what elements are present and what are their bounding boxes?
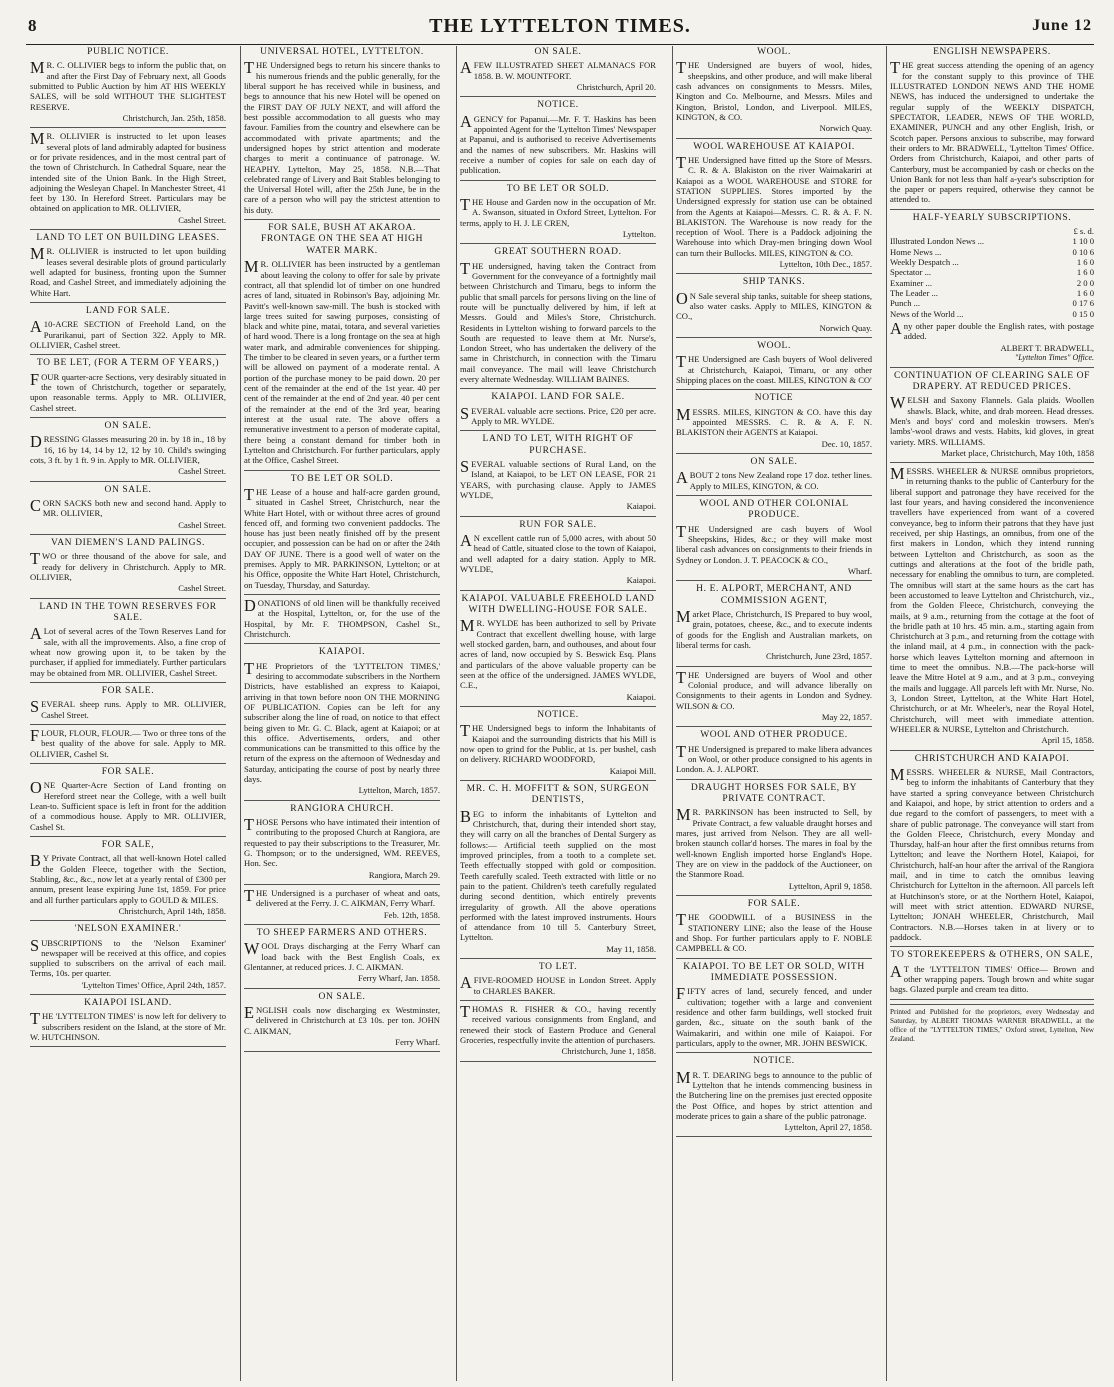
paper-name: Weekly Despatch ...: [890, 257, 959, 268]
ad-heading: NOTICE.: [753, 1056, 795, 1067]
ad-heading: LAND TO LET ON BUILDING LEASES.: [36, 233, 220, 244]
ad-heading: CONTINUATION OF CLEARING SALE OF DRAPERY. AT REDUCED PRICES.: [893, 370, 1090, 392]
ad-heading: LAND FOR SALE.: [85, 306, 171, 317]
ad-divider: [890, 367, 1094, 368]
ad-divider: [460, 590, 656, 591]
advertisement: [676, 899, 872, 959]
advertisement: [460, 100, 656, 180]
ad-divider: [30, 302, 226, 303]
ad-body: THE Undersigned begs to return his sincere thanks to his numerous friends and the public generally, for the liberal support he has received while in business, and begs to announce that his new Hotel will be opened on the FIRST DAY OF JULY NEXT, and will afford the best possible accommodation to all guests who may favour. Families from the country and elsewhere can be accommodated with private apartments; and the undersigned hopes by strict attention and moderate charges to merit a continuance of patronage. W. HEAPHY. Lyttelton, May 25, 1858. N.B.—That celebrated range of Livery and Bait Stables belonging to the Universal Hotel will, after the 25th June, be in the care of a person who will pay the strictest attention to his duty.: [244, 58, 440, 215]
ad-body: SUBSCRIPTIONS to the 'Nelson Examiner' newspaper will be received at this office, and copies supplied to subscribers on the arrival of each mail. Terms, 10s. per quarter.: [30, 935, 226, 979]
ad-divider: [30, 534, 226, 535]
advertisement: [30, 538, 226, 599]
ad-signature: Christchurch, June 23rd, 1857.: [766, 651, 872, 662]
ad-signature: Christchurch, April 20.: [576, 82, 656, 93]
advertisement: [890, 754, 1094, 948]
paper-price: 1 6 0: [1076, 267, 1094, 278]
ad-body: THE GOODWILL of a BUSINESS in the STATIONERY LINE; also the lease of the House and Shop. For further particulars apply to F. NOBLE CAMPBELL & CO.: [676, 910, 872, 954]
advertisement: [30, 725, 226, 764]
ad-signature: Lyttelton, April 9, 1858.: [788, 880, 872, 891]
advertisement: [30, 358, 226, 418]
advertisement: [676, 341, 872, 390]
ad-heading: ON SALE.: [534, 47, 582, 57]
ad-body: FOUR quarter-acre Sections, very desirably situated in the town of Christchurch, together or separately, upon reasonable terms. Apply to MR. OLLIVIER, Cashel street.: [30, 369, 226, 413]
advertisement: [244, 598, 440, 644]
ad-divider: [890, 462, 1094, 463]
advertisement: [30, 924, 226, 995]
subscription-heading: HALF-YEARLY SUBSCRIPTIONS.: [912, 212, 1072, 223]
ad-divider: [244, 988, 440, 989]
issue-date: June 12: [1032, 17, 1092, 34]
advertisement: [30, 602, 226, 683]
ad-heading: KAIAPOI ISLAND.: [84, 998, 172, 1009]
ad-divider: [244, 924, 440, 925]
ad-body: THE Undersigned are buyers of wool, hides, sheepskins, and other produce, and will make liberal cash advances on consignments to Messrs. Miles, Kington and Co. Melbourne, and Messrs. Miles and Kington, Bristol, London, and Liverpool. MILES, KINGTON, & CO.: [676, 58, 872, 122]
ad-heading: RUN FOR SALE.: [519, 519, 597, 530]
ad-body: TWO or three thousand of the above for sale, and ready for delivery in Christchurch. Apply to MR. OLLIVIER,: [30, 549, 226, 582]
ad-divider: [30, 354, 226, 355]
subscription-row: [890, 288, 1094, 298]
ad-heading: ON SALE.: [318, 991, 366, 1002]
ad-body: SEVERAL valuable acre sections. Price, £20 per acre. Apply to MR. WYLDE.: [460, 403, 656, 427]
advertisement: [30, 421, 226, 482]
ad-heading: ON SALE.: [104, 484, 152, 495]
ad-body: MR. OLLIVIER is instructed to let upon leases several plots of land admirably adapted for business or for private residences, and in the most central part of the town of Christchurch. In Cathedral Square, near the intended site of the Union Bank. In the High Street, adjoining the Wesleyan Chapel. In Manchester Street, 41 feet by 130. In Hereford Street. Particulars may be obtained on application to MR. OLLIVIER,: [30, 129, 226, 214]
advertisement: [676, 277, 872, 338]
ad-heading: KAIAPOI. LAND FOR SALE.: [491, 392, 625, 403]
advertisement: [890, 950, 1094, 999]
paper-name: Illustrated London News ...: [890, 236, 985, 247]
subscription-signature-office: "Lyttelton Times" Office.: [1014, 352, 1094, 362]
advertisement: [30, 840, 226, 921]
imprint: Printed and Published for the proprietors, every Wednesday and Saturday, by ALBERT THOMAS WARNER BRADWELL, at the office of the "LYTTELTON TIMES," Oxford street, Lyttelton, New Zealand.: [890, 1004, 1094, 1044]
ad-signature: Christchurch, Jan. 25th, 1858.: [122, 112, 226, 123]
ad-signature: Lyttelton, March, 1857.: [358, 785, 440, 796]
ad-heading: ON SALE.: [104, 421, 152, 431]
paper-price: 0 17 6: [1072, 298, 1094, 309]
ad-body: ALot of several acres of the Town Reserves Land for sale, with all the improvements. Also, a fine crop of wheat now growing upon it, to be taken by the purchaser, if applied for immediately. Further particulars may be obtained from MR. OLLIVIER, Cashel Street.: [30, 624, 226, 678]
ad-body: MESSRS. WHEELER & NURSE, Mail Contractors, beg to inform the inhabitants of Canterbury that they have started a spring conveyance between Christchurch and Kaiapoi, and hope, by strict attention to orders and a due regard to the comfort of passengers, to meet with a share of public patronage. The conveyance will start from the Golden Fleece, Christchurch, every Monday and Thursday, half-an hour after the first omnibus returns from Lyttelton; and leave the Northern Hotel, Kaiapoi, for Christchurch, half-an hour after the arrival of the Rangiora mail, and in time to catch the omnibus leaving Christchurch for Lyttelton in the afternoon. All parcels left at Hutchinson's store, or at the Northern Hotel, Kaiapoi, will meet with strict attention. EDWARD NURSE, Lyttelton; JONAH WHEELER, Christchurch, Mail Contractors. N.B.—Horses taken in at livery or to paddock.: [890, 764, 1094, 942]
ad-body: WELSH and Saxony Flannels. Gala plaids. Woollen shawls. Black, white, and drab moreen. Head dresses. Men's and boys' cord and moleskin trowsers. Men's lambs'-wool draws and vests. Habits, kid gloves, in great variety. MRS. WILLIAMS.: [890, 393, 1094, 447]
ad-body: THE Lease of a house and half-acre garden ground, situated in Cashel Street, Christchurch, near the White Hart Hotel, with or without three acres of ground fenced off, and forming two convenient paddocks. The house has just been neatly finished off by the present occupier, and possession can be had on or after the 24th DAY OF JUNE. There is a good well of water on the premises. Apply to MR. PARKINSON, Lyttelton; or at his Office, opposite the White Hart Hotel, Christchurch, on Tuesday, Thursday, and Saturday.: [244, 484, 440, 590]
ad-body: DRESSING Glasses measuring 20 in. by 18 in., 18 by 16, 16 by 14, 14 by 12, 12 by 10. Child's swinging cots, 3 ft. by 1 ft. 9 in. Apply to MR. OLLIVIER,: [30, 432, 226, 466]
advertisement: [244, 647, 440, 800]
advertisement: [30, 47, 226, 128]
paper-price: 0 15 0: [1072, 308, 1094, 319]
advertisement: [460, 1004, 656, 1062]
ad-divider: [30, 417, 226, 418]
ad-signature: Feb. 12th, 1858.: [383, 909, 440, 920]
ad-divider: [460, 1000, 656, 1001]
advertisement: [30, 686, 226, 725]
ad-heading: DRAUGHT HORSES FOR SALE, BY PRIVATE CONTRACT.: [690, 782, 858, 804]
ad-divider: [676, 453, 872, 454]
ad-body: MESSRS. MILES, KINGTON & CO. have this day appointed MESSRS. C. R. & A. F. N. BLAKISTON their AGENTS at Kaiapoi.: [676, 404, 872, 438]
ad-divider: [890, 946, 1094, 947]
subscription-row: [890, 257, 1094, 267]
ad-heading: WOOL.: [757, 47, 791, 57]
ad-divider: [890, 209, 1094, 210]
ad-body: THOSE Persons who have intimated their intention of contributing to the proposed Church at Rangiora, are requested to pay their subscriptions to the Treasurer, Mr. G. Thompson; or to the undersigned, WM. REEVES, Hon. Sec.: [244, 815, 440, 869]
ad-heading: LAND IN THE TOWN RESERVES FOR SALE.: [39, 601, 217, 623]
advertisement: [676, 47, 872, 139]
ad-divider: [460, 1061, 656, 1062]
ad-signature: Dec. 10, 1857.: [821, 438, 872, 449]
ad-body: SEVERAL valuable sections of Rural Land, on the Island, at Kaiapoi, to be LET ON LEASE, FOR 21 YEARS, with purchasing clause. Apply to JAMES WYLDE,: [460, 457, 656, 501]
advertisement: [460, 434, 656, 516]
ad-body: THE undersigned, having taken the Contract from Government for the conveyance of a fortnightly mail between Christchurch and Timaru, begs to inform the public that small parcels for persons living on the line of route will be punctually delivered by him, if left at Messrs. Gould and Miles's Store, Christchurch. Residents in Lyttelton wishing to forward parcels to the South are requested to leave them at Mr. Nurse's, London Street, who has undertaken the delivery of the same in Christchurch, in connection with the Timaru mail conveyance. The mail will leave Christchurch every alternate Wednesday. WILLIAM BAINES.: [460, 258, 656, 385]
advertisement: [244, 474, 440, 596]
ad-divider: [676, 1052, 872, 1053]
ad-body: AN excellent cattle run of 5,000 acres, with about 50 head of Cattle, situated close to the town of Kaiapoi, and well adapted for a dairy station. Apply to MR. WYLDE,: [460, 531, 656, 575]
ad-heading: ON SALE.: [750, 457, 798, 468]
advertisement: [244, 885, 440, 925]
ad-divider: [460, 780, 656, 781]
ad-heading: TO LET.: [538, 962, 578, 973]
paper-name: The Leader ...: [890, 288, 938, 299]
advertisement: [676, 667, 872, 728]
ad-body: FLOUR, FLOUR, FLOUR.— Two or three tons of the best quality of the above for sale. Apply to MR. OLLIVIER, Cashel St.: [30, 725, 226, 759]
ad-body: THE Undersigned is prepared to make libera advances on Wool, or other produce consigned to his agents in London. A. J. ALPORT.: [676, 741, 872, 775]
ad-signature: 'Lyttelton Times' Office, April 24th, 1857.: [81, 979, 226, 990]
ad-heading: WOOL WAREHOUSE AT KAIAPOI.: [693, 141, 855, 152]
advertisement: [244, 992, 440, 1053]
ad-body: THE 'LYTTELTON TIMES' is now left for delivery to subscribers resident on the Island, at the store of Mr. W. HUTCHINSON.: [30, 1009, 226, 1043]
advertisement: [676, 962, 872, 1054]
ad-signature: Wharf.: [847, 566, 872, 577]
column-2: [240, 46, 444, 1381]
advertisement: [30, 306, 226, 355]
ad-divider: [30, 724, 226, 725]
ad-divider: [676, 273, 872, 274]
ad-body: THE Undersigned are cash buyers of Wool Sheepskins, Hides, &c.; or they will make most liberal cash advances on consignments to their friends in Sydney or London. J. T. PEACOCK & CO.,: [676, 521, 872, 565]
ad-body: BEG to inform the inhabitants of Lyttelton and Christchurch, that, during their intended short stay, they will carry on all the branches of Dental Surgery as follows:— Artificial teeth supplied on the most improved principles, from a tooth to a complete set. Teeth effectually stopped with gold or composition. Teeth carefully scaled. Teeth extracted with little or no pain to the patient. Children's teeth carefully regulated during second dentition, which entirely prevents irregularity of growth. All the above operations performed with the latest improved instruments. Hours of attendance from 10 till 5. Canterbury Street, Lyttelton.: [460, 806, 656, 943]
ad-divider: [30, 481, 226, 482]
ad-heading: FOR SALE.: [101, 685, 155, 696]
advertisement: [460, 710, 656, 781]
ad-divider: [890, 999, 1094, 1000]
ad-signature: Christchurch, June 1, 1858.: [561, 1046, 656, 1057]
subscription-row: [890, 298, 1094, 308]
ad-divider: [244, 594, 440, 595]
ad-heading: FOR SALE.: [101, 766, 155, 777]
advertisement: [244, 804, 440, 885]
advertisement: [460, 184, 656, 245]
column-5-bottom: [890, 371, 1094, 1000]
advertisement: [244, 928, 440, 989]
ad-body: THE Undersigned begs to inform the Inhabitants of Kaiapoi and the surrounding districts that his Mill is now open to grind for the Public, at 1s. per bushel, cash on delivery. RICHARD WOODFORD,: [460, 721, 656, 765]
paper-price: 1 6 0: [1076, 288, 1094, 299]
ad-heading: UNIVERSAL HOTEL, LYTTELTON.: [260, 47, 424, 57]
paper-name: Examiner ...: [890, 277, 932, 288]
advertisement: [460, 392, 656, 431]
ad-heading: H. E. ALPORT, MERCHANT, AND COMMISSION AGENT,: [696, 584, 852, 606]
ad-signature: Kaiapoi.: [626, 691, 656, 702]
paper-name: Punch ...: [890, 298, 921, 309]
ad-signature: Norwich Quay.: [819, 123, 872, 134]
ad-signature: Lyttelton, April 27, 1858.: [784, 1122, 872, 1133]
ad-divider: [460, 958, 656, 959]
ad-heading: FOR SALE.: [747, 898, 801, 909]
ad-heading: TO BE LET OR SOLD.: [506, 183, 610, 194]
advertisement: [890, 47, 1094, 210]
ad-body: ABOUT 2 tons New Zealand rope 17 doz. tether lines. Apply to MILES, KINGTON, & CO.: [676, 468, 872, 491]
ad-signature: Kaiapoi.: [626, 501, 656, 512]
ad-heading: TO STOREKEEPERS & OTHERS, ON SALE,: [890, 950, 1094, 961]
ad-body: ENGLISH coals now discharging ex Westminster, delivered in Christchurch at £3 10s. per ton. JOHN C. AIKMAN,: [244, 1002, 440, 1036]
ad-signature: Cashel Street.: [178, 214, 226, 225]
ad-body: WOOL Drays discharging at the Ferry Wharf can load back with the Best English Coals, ex Glentanner, at reduced prices. J. C. AIKMAN.: [244, 939, 440, 972]
ad-heading: RANGIORA CHURCH.: [290, 803, 394, 814]
advertisement: [676, 1056, 872, 1137]
column-1: [26, 46, 230, 1381]
ad-heading: TO SHEEP FARMERS AND OTHERS.: [256, 927, 428, 938]
ad-divider: [244, 643, 440, 644]
ad-divider: [244, 219, 440, 220]
ad-signature: Cashel Street.: [178, 466, 226, 477]
advertisement: [244, 223, 440, 470]
ad-body: MR. PARKINSON has been instructed to Sell, by Private Contract, a few valuable draught horses and mares, just arrived from Nelson. They are all well-broken staunch collar'd horses. The mares in foal by the well-known English imported horse England's Hope. They are on view in the paddock of the Auctioneer, on the Stanmore Road.: [676, 805, 872, 880]
ad-heading: WOOL AND OTHER COLONIAL PRODUCE.: [699, 499, 849, 521]
ad-divider: [460, 96, 656, 97]
subscription-row: [890, 247, 1094, 257]
ad-divider: [30, 763, 226, 764]
ad-divider: [244, 800, 440, 801]
ad-heading: TO BE LET OR SOLD.: [290, 473, 394, 484]
advertisement: [676, 783, 872, 896]
newspaper-title: THE LYTTELTON TIMES.: [429, 15, 691, 37]
ad-body: AFEW ILLUSTRATED SHEET ALMANACS FOR 1858. B. W. MOUNTFORT.: [460, 58, 656, 81]
ad-divider: [30, 1046, 226, 1047]
ad-body: THE Undersigned are Cash buyers of Wool delivered at Christchurch, Kaiapoi, Timaru, or any other Shipping places on the coast. MILES, KINGTON & CO': [676, 352, 872, 386]
currency-columns: £ s. d.: [1073, 226, 1094, 237]
subscription-note: Any other paper double the English rates, with postage added.: [890, 318, 1094, 342]
ad-signature: Cashel Street.: [178, 583, 226, 594]
advertisement: [890, 466, 1094, 750]
advertisement: [244, 47, 440, 220]
ad-signature: Cashel Street.: [178, 519, 226, 530]
ad-heading: PUBLIC NOTICE.: [87, 47, 169, 57]
ad-divider: [676, 389, 872, 390]
advertisement: [460, 962, 656, 1001]
ad-signature: Lyttelton, 10th Dec., 1857.: [779, 259, 872, 270]
ad-divider: [676, 337, 872, 338]
paper-price: 2 0 0: [1076, 277, 1094, 288]
subscription-row: [890, 309, 1094, 319]
ad-divider: [30, 682, 226, 683]
ad-signature: Ferry Wharf, Jan. 1858.: [358, 973, 440, 984]
ad-signature: Lyttelton.: [622, 228, 656, 239]
advertisement: [30, 998, 226, 1047]
ad-body: THOMAS R. FISHER & CO., having recently received various consignments from England, and renewed their stock of Eastern Produce and General Groceries, respectfully invite the attention of purchasers.: [460, 1002, 656, 1046]
ad-divider: [676, 495, 872, 496]
ad-divider: [30, 920, 226, 921]
ad-heading: WOOL AND OTHER PRODUCE.: [700, 730, 848, 741]
ad-signature: Ferry Wharf.: [395, 1036, 440, 1047]
ad-body: MR. OLLIVIER has been instructed by a gentleman about leaving the colony to offer for sale by private contract, all that splendid lot of timber on one hundred acres of land, situated in Robinson's Bay, adjoining Mr. Pavitt's well-known saw-mill. The bush is stocked with large trees suited for sawing purposes, consisting of black and white pine, matai, totara, and several varieties of hard wood. There is a long frontage on the sea at high water mark, and admirable conveniences for shipping. The timber to be cleared in seven years, or a further term will be allowed on payment of a moderate rental. A portion of the purchase money to be paid down. 20 per cent of the remainder at the end of the 1st year. 40 per cent of the remainder at the end of 2nd year. 40 per cent of the remainder at the end of the 3rd year, bearing interest at the usual rate. The above offers a remunerative investment to a person of moderate capital, there being a constant demand for timber both in Lyttelton and Christchurch. For further particulars, apply at the Office, Cashel Street.: [244, 257, 440, 466]
advertisement: [676, 457, 872, 496]
ad-divider: [676, 1136, 872, 1137]
ad-divider: [30, 836, 226, 837]
advertisement: [460, 47, 656, 97]
page-number: 8: [28, 16, 37, 35]
column-5: [886, 46, 1098, 1381]
subscription-row: [890, 267, 1094, 277]
ad-divider: [244, 1051, 440, 1052]
ad-divider: [676, 138, 872, 139]
ad-signature: April 15, 1858.: [1041, 735, 1094, 746]
ad-heading: NOTICE: [754, 393, 794, 404]
advertisement: [30, 767, 226, 837]
ad-heading: VAN DIEMEN'S LAND PALINGS.: [50, 537, 206, 548]
ad-body: MR. C. OLLIVIER begs to inform the public that, on and after the First Day of February next, all Goods submitted to Public Auction by him AT HIS WEEKLY SALES, will be sold WITHOUT THE SLIGHTEST RESERVE.: [30, 58, 226, 112]
ad-heading: SHIP TANKS.: [742, 277, 806, 288]
advertisement: [676, 730, 872, 779]
ad-body: MESSRS. WHEELER & NURSE omnibus proprietors, in returning thanks to the public of Canterbury for the liberal support and patronage they have received for the last four years, and having considered the inconvenience travellers have experienced from want of a covered conveyance, beg to inform their patrons that they have just received, per ship Hastings, an omnibus, from one of the first makers in London, which they intend running between Lyttelton and Christchurch, as soon as the cuttings and alterations at the foot of the bridle path, necessary for enabling the omnibus to turn, are completed. The omnibus will start at the same hours as the cart has been accustomed to leave Lyttelton and Christchurch, viz., from the Golden Fleece, Christchurch, conveying the mails, at 9 a.m., returning from the cottage at the foot of the bridle path at 10 hrs. 45 min. a.m., starting again from Christchurch at 3 p.m., and returning from the cottage with the inland mail, at 4 p.m., in connection with the pack-horse which leaves Lyttelton morning and afternoon in time to meet the omnibus. N.B.—The pack-horse will leave the Mitre Hotel at 9 a.m., and at 3 p.m., conveying the mails and luggage. All parcels left with Mr. Nurse, No. 3, London Street, Lyttelton, at the White Hart Hotel, Christchurch, or at Mr. Wheeler's, near the Royal Hotel, Christchurch, will meet with immediate attention. WHEELER & NURSE, Lyttelton and Christchurch.: [890, 464, 1094, 734]
ad-divider: [30, 994, 226, 995]
advertisement: [30, 131, 226, 230]
ad-heading: TO BE LET, (FOR A TERM OF YEARS,): [36, 358, 220, 369]
ad-body: CORN SACKS both new and second hand. Apply to MR. OLLIVIER,: [30, 496, 226, 519]
ad-divider: [460, 706, 656, 707]
advertisement: [676, 393, 872, 454]
ad-heading: FOR SALE, BUSH AT AKAROA. FRONTAGE ON THE SEA AT HIGH WATER MARK.: [260, 223, 424, 256]
column-5-top: [890, 47, 1094, 210]
advertisement: [676, 142, 872, 275]
ad-heading: ENGLISH NEWSPAPERS.: [933, 47, 1051, 57]
subscription-row: [890, 278, 1094, 288]
ad-signature: Market place, Christchurch, May 10th, 1858: [941, 447, 1094, 458]
advertisement: [460, 247, 656, 389]
ad-heading: 'NELSON EXAMINER.': [74, 924, 182, 935]
ad-divider: [460, 243, 656, 244]
ad-heading: FOR SALE,: [101, 839, 155, 850]
paper-price: 0 10 6: [1072, 246, 1094, 257]
ad-body: MR. WYLDE has been authorized to sell by Private Contract that excellent dwelling house, with large well stocked garden, barn, and outhouses, and about four acres of land, now occupied by S. Beswick Esq. Plans and particulars of the above valuable property can be seen at the office of the undersigned. JAMES WYLDE, C.E.,: [460, 616, 656, 691]
ad-divider: [676, 580, 872, 581]
ad-body: THE Undersigned are buyers of Wool and other Colonial produce, and will advance liberally on Consignments to their agents in London and Sydney. WILSON & CO.: [676, 667, 872, 711]
paper-price: 1 10 0: [1072, 236, 1094, 247]
masthead: [26, 14, 1094, 45]
subscription-table: [890, 236, 1094, 319]
ad-signature: May 22, 1857.: [821, 711, 872, 722]
ad-signature: Christchurch, April 14th, 1858.: [118, 905, 226, 916]
ad-body: Market Place, Christchurch, IS Prepared to buy wool, grain, potatoes, cheese, &c., and to execute indents of goods for the English and Australian markets, on liberal terms for cash.: [676, 607, 872, 651]
ad-body: A10-ACRE SECTION of Freehold Land, on the Purarikanui, part of Section 322. Apply to MR. OLLIVIER, Cashel street.: [30, 317, 226, 351]
ad-heading: KAIAPOI. TO BE LET OR SOLD, WITH IMMEDIATE POSSESSION.: [683, 961, 865, 983]
ad-signature: Rangiora, March 29.: [368, 869, 440, 880]
subscription-row: [890, 236, 1094, 246]
ad-body: DONATIONS of old linen will be thankfully received at the Hospital, Lyttelton, or, for the use of the Hospital, by Mr. F. THOMPSON, Cashel St., Christchurch.: [244, 596, 440, 639]
ad-body: MR. T. DEARING begs to announce to the public of Lyttelton that he intends commencing business in the Butchering line on the premises just erected opposite the Post Office, and hopes by strict attention and moderate prices to gain a share of the public patronage.: [676, 1067, 872, 1121]
ad-body: MR. OLLIVIER is instructed to let upon building leases several desirable plots of ground particularly well adapted for business, fronting upon the Sumner Road, and Cashel Street, and immediately adjoining the White Hart.: [30, 244, 226, 298]
ad-divider: [460, 516, 656, 517]
ad-divider: [244, 470, 440, 471]
ad-signature: Kaiapoi Mill.: [609, 765, 656, 776]
ad-body: BY Private Contract, all that well-known Hotel called the Golden Fleece, together with the Section, Stabling, &c., &c., now let at a yearly rental of £300 per annum, present lease expiring June 1st, 1859. For price and all further particulars apply to GOULD & MILES.: [30, 851, 226, 905]
ad-body: AGENCY for Papanui.—Mr. F. T. Haskins has been appointed Agent for the 'Lyttelton Times' Newspaper at Papanui, and is authorised to receive Advertisements and the names of new subscribers. Mr. Haskins will receive a number of copies for sale on each day of publication.: [460, 111, 656, 176]
ad-signature: Norwich Quay.: [819, 322, 872, 333]
ad-body: THE Undersigned is a purchaser of wheat and oats, delivered at the Ferry. J. C. AIKMAN, Ferry Wharf.: [244, 885, 440, 909]
advertisement: [460, 594, 656, 707]
advertisement: [30, 485, 226, 535]
paper-price: 1 6 0: [1076, 257, 1094, 268]
ad-divider: [30, 127, 226, 128]
ad-divider: [244, 884, 440, 885]
ad-body: ONE Quarter-Acre Section of Land fronting on Hereford street near the College, with a well built Lean-to. Sufficient space is left in front for the addition of a commodious house. Apply to MR. OLLIVIER, Cashel St.: [30, 778, 226, 832]
ad-heading: WOOL.: [757, 341, 791, 352]
ad-body: THE great success attending the opening of an agency for the constant supply to this province of THE ILLUSTRATED LONDON NEWS AND THE HOME NEWS, has induced the undersigned to undertake the regular supply of the WEEKLY DISPATCH, SPECTATOR, LEADER, NEWS OF THE WORLD, EXAMINER, PUNCH and any other English, Irish, or Scotch paper. Persons anxious to subscribe, may forward their orders to Mr. BRADWELL, 'Lyttelton Times' Office. Orders from Christchurch, Kaiapoi, and other parts of Canterbury, must be accompanied by cash or checks on the Union Bank for not less than half a-year's subscription for the paper or papers required, otherwise they cannot be attended to.: [890, 58, 1094, 205]
ad-heading: CHRISTCHURCH AND KAIAPOI.: [914, 753, 1070, 764]
ad-heading: LAND TO LET, WITH RIGHT OF PURCHASE.: [482, 434, 634, 456]
ad-heading: MR. C. H. MOFFITT & SON, SURGEON DENTISTS,: [466, 783, 650, 806]
advertisement: [890, 371, 1094, 464]
ad-divider: [676, 895, 872, 896]
advertisement: [460, 520, 656, 591]
ad-heading: KAIAPOI.: [318, 647, 366, 658]
ad-body: THE Proprietors of the 'LYTTELTON TIMES,' desiring to accommodate subscribers in the Northern Districts, have established an express to Kaiapoi, arriving in that town before noon ON THE MORNING OF PUBLICATION. Copies can be left for any subscriber along the line of road, on notice to that effect being given to Mr. G. C. Black, agent at Kaiapoi; or at this office. Advertisements, orders, and other communications can be transmitted to this office by the return of the express on the afternoon of Wednesday and Saturday, anticipating the course of post by nearly three days.: [244, 658, 440, 785]
paper-name: News of the World ...: [890, 308, 964, 319]
ad-divider: [676, 958, 872, 959]
ad-heading: NOTICE.: [537, 100, 579, 111]
column-4: [672, 46, 876, 1381]
ad-divider: [460, 180, 656, 181]
ad-body: AT the 'LYTTELTON TIMES' Office— Brown and other wrapping papers. Tough brown and white sugar bags. Glazed purple and cream tea ditto.: [890, 961, 1094, 995]
ad-body: AFIVE-ROOMED HOUSE in London Street. Apply to CHARLES BAKER.: [460, 973, 656, 996]
ad-heading: GREAT SOUTHERN ROAD.: [494, 247, 622, 258]
paper-name: Home News ...: [890, 246, 942, 257]
advertisement: [30, 233, 226, 303]
ad-divider: [676, 779, 872, 780]
ad-divider: [30, 229, 226, 230]
ad-signature: May 11, 1858.: [606, 943, 656, 954]
ad-divider: [676, 666, 872, 667]
ad-divider: [460, 430, 656, 431]
paper-name: Spectator ...: [890, 267, 932, 278]
column-3: [456, 46, 660, 1381]
ad-body: THE Undersigned have fitted up the Store of Messrs. C. R. & A. Blakiston on the river Waimakariri at Kaiapoi as a WOOL WAREHOUSE and STORE for STATION SUPPLIES. Stores imported by the Undersigned expressly for station use can be obtained from the Agents at Kaiapoi—Messrs. C. R. & A. F. N. BLAKISTON. The Warehouse is now ready for the reception of Wool. There is a Paddock adjoining the Warehouse into which Dray-men bringing down Wool can turn their Bullocks. MILES, KINGTON & CO.: [676, 152, 872, 258]
ad-heading: KAIAPOI. VALUABLE FREEHOLD LAND WITH DWELLING-HOUSE FOR SALE.: [461, 593, 655, 616]
ad-body: SEVERAL sheep runs. Apply to MR. OLLIVIER, Cashel Street.: [30, 697, 226, 720]
ad-divider: [676, 726, 872, 727]
advertisement: [460, 784, 656, 959]
ad-body: ON Sale several ship tanks, suitable for sheep stations, also water casks. Apply to MILES, KINGTON & CO.,: [676, 288, 872, 322]
ad-signature: Kaiapoi.: [626, 575, 656, 586]
ad-body: FIFTY acres of land, securely fenced, and under cultivation; together with a large and convenient residence and other farm buildings, well stocked fruit garden, &c., situate on the south bank of the Waimakariri, and within one mile of Kaiapoi. For particulars, apply to the owner, MR. JOHN BESWICK.: [676, 984, 872, 1048]
ad-divider: [890, 750, 1094, 751]
advertisement: [676, 499, 872, 581]
ad-divider: [30, 598, 226, 599]
advertisement: [676, 584, 872, 666]
subscription-signature: ALBERT T. BRADWELL,: [1000, 342, 1094, 353]
ad-divider: [460, 388, 656, 389]
subscription-rates: [890, 213, 1094, 368]
ad-body: THE House and Garden now in the occupation of Mr. A. Swanson, situated in Oxford Street, Lyttelton. For terms, apply to H. J. LE CREN,: [460, 194, 656, 228]
ad-heading: NOTICE.: [537, 709, 579, 720]
